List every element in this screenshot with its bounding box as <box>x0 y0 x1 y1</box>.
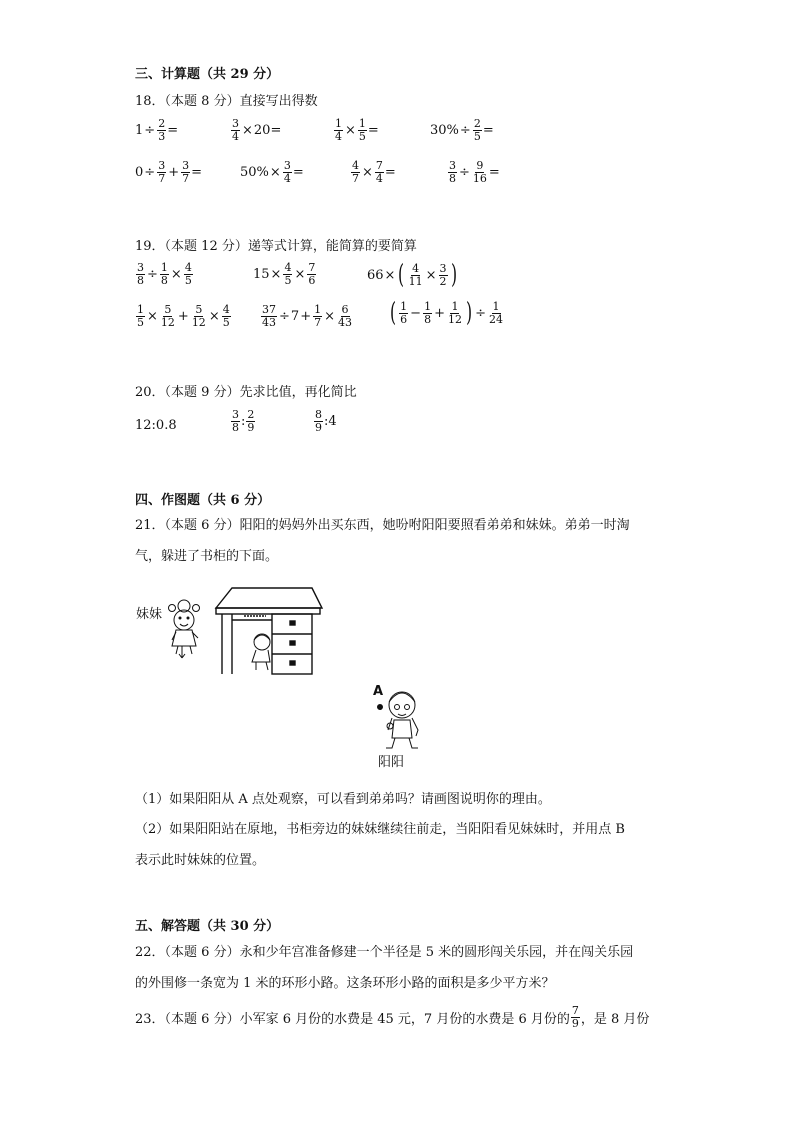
q19-expr-5: $\frac{37}{43}$ ÷ 7 + $\frac{1}{7}$ × $\frac{6}{43}$ <box>262 303 352 329</box>
q18-expr-6: 50% × $\frac{3}{4}$ = <box>240 159 304 185</box>
q19-expr-2: 15 × $\frac{4}{5}$ × $\frac{7}{6}$ <box>253 261 316 287</box>
q20-expr-3: $\frac{8}{9}$ :4 <box>315 408 337 434</box>
q21-line-2: 气，躲进了书柜的下面。 <box>135 549 279 564</box>
q19-expr-6: ( $\frac{1}{6}$ − $\frac{1}{8}$ + $\frac{1}{12}$ ) ÷ $\frac{1}{24}$ <box>390 298 504 328</box>
point-a-dot <box>377 704 383 710</box>
q21-sub-2-line-2: 表示此时妹妹的位置。 <box>135 853 266 868</box>
q19-expr-3: 66 × ( $\frac{4}{11}$ × $\frac{3}{2}$ ) <box>367 260 457 290</box>
section-4-title: 四、作图题（共 6 分） <box>135 493 271 508</box>
q18-expr-8: $\frac{3}{8}$ ÷ $\frac{9}{16}$ = <box>449 159 500 185</box>
yangyang-figure <box>386 692 418 748</box>
q18-expr-7: $\frac{4}{7}$ × $\frac{7}{4}$ = <box>352 159 396 185</box>
label-meimei: 妹妹 <box>136 607 163 622</box>
q22-line-2: 的外围修一条宽为 1 米的环形小路。这条环形小路的面积是多少平方米？ <box>135 976 555 991</box>
cabinet <box>216 588 322 674</box>
section-5-title: 五、解答题（共 30 分） <box>135 919 280 934</box>
brother-figure <box>252 634 270 670</box>
girl-figure <box>169 600 200 658</box>
q18-expr-2: $\frac{3}{4}$ × 20 = <box>232 117 282 143</box>
q18-expr-3: $\frac{1}{4}$ × $\frac{1}{5}$ = <box>335 117 379 143</box>
q20-title: 20．（本题 9 分）先求比值，再化简比 <box>135 385 357 400</box>
q23-line-1: 23．（本题 6 分）小军家 6 月份的水费是 45 元，7 月份的水费是 6 月份的 $\frac{7}{9}$ ，是 8 月份 <box>135 1004 650 1030</box>
q21-line-1: 21．（本题 6 分）阳阳的妈妈外出买东西，她吩咐阳阳要照看弟弟和妹妹。弟弟一时淘 <box>135 518 630 533</box>
label-yangyang: 阳阳 <box>378 755 405 770</box>
q19-title: 19．（本题 12 分）递等式计算，能简算的要简算 <box>135 239 417 254</box>
q20-expr-2: $\frac{3}{8}$ : $\frac{2}{9}$ <box>232 408 255 434</box>
q21-sub-2-line-1: （2）如果阳阳站在原地，书柜旁边的妹妹继续往前走，当阳阳看见妹妹时，并用点 B <box>135 822 625 837</box>
fraction: $\frac{2}{3}$ <box>158 117 166 143</box>
q22-line-1: 22．（本题 6 分）永和少年宫准备修建一个半径是 5 米的圆形闯关乐园，并在闯关乐园 <box>135 945 634 960</box>
q21-figure <box>130 580 450 775</box>
q18-title: 18．（本题 8 分）直接写出得数 <box>135 94 318 109</box>
q18-expr-4: 30% ÷ $\frac{2}{5}$ = <box>430 117 494 143</box>
q19-expr-1: $\frac{3}{8}$ ÷ $\frac{1}{8}$ × $\frac{4}{5}$ <box>137 261 192 287</box>
section-3-title: 三、计算题（共 29 分） <box>135 67 280 82</box>
q18-expr-5: 0 ÷ $\frac{3}{7}$ + $\frac{3}{7}$ = <box>135 159 202 185</box>
q18-expr-1: 1 ÷ $\frac{2}{3}$ = <box>135 117 179 143</box>
q20-expr-1: 12:0.8 <box>135 418 177 433</box>
q19-expr-4: $\frac{1}{5}$ × $\frac{5}{12}$ + $\frac{5}{12}$ × $\frac{4}{5}$ <box>137 303 230 329</box>
label-point-a: A <box>373 684 384 699</box>
q21-sub-1: （1）如果阳阳从 A 点处观察，可以看到弟弟吗？请画图说明你的理由。 <box>135 792 551 807</box>
